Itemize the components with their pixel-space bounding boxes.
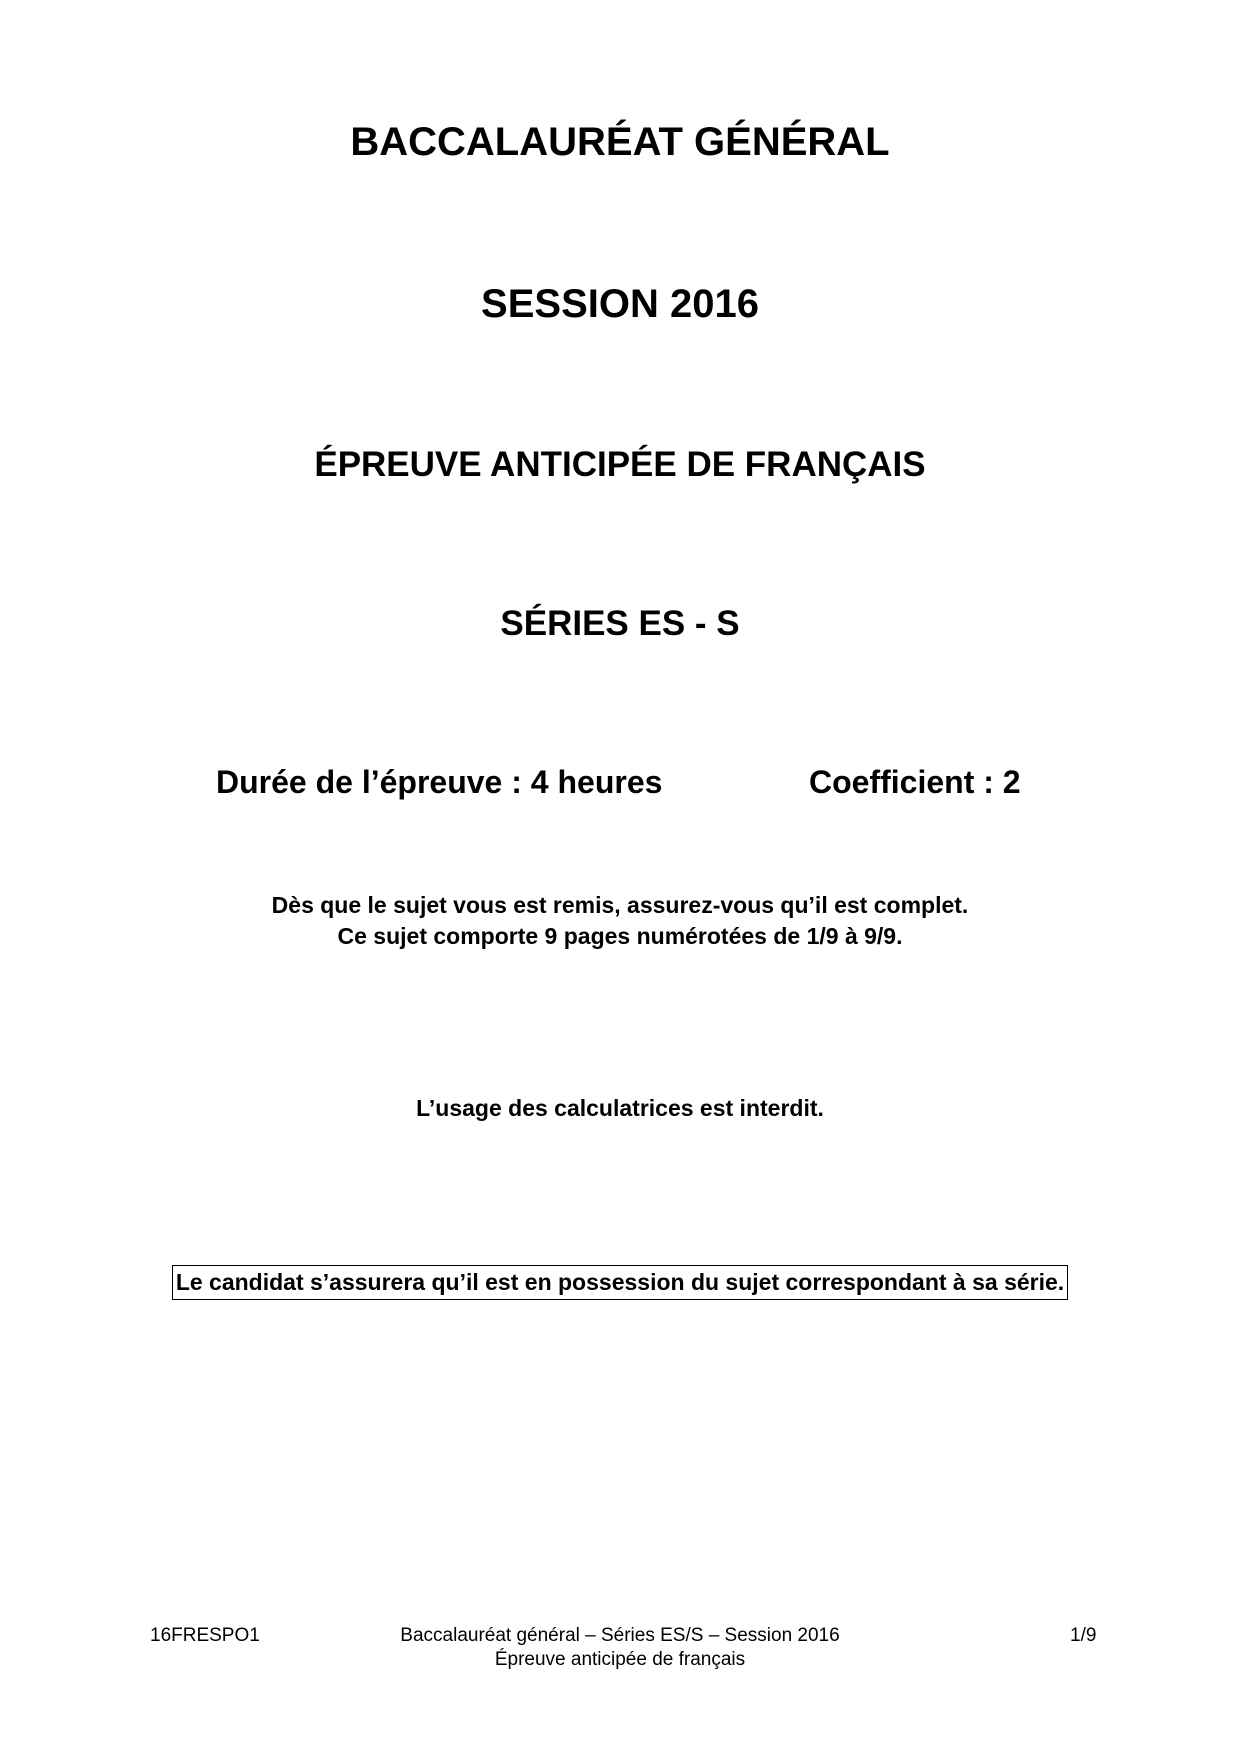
calculator-notice: L’usage des calculatrices est interdit.	[416, 1095, 824, 1121]
subject-code: 16FRESPO1	[150, 1625, 260, 1646]
footer-line-2: Épreuve anticipée de français	[494, 1649, 746, 1670]
page-count-notice: Ce sujet comporte 9 pages numérotées de 1/9 à 9/9.	[337, 923, 903, 949]
series-warning-box: Le candidat s’assurera qu’il est en possession du sujet correspondant à sa série.	[172, 1265, 1068, 1300]
page-number: 1/9	[1070, 1625, 1097, 1646]
footer-line-1: Baccalauréat général – Séries ES/S – Session 2016	[400, 1625, 840, 1646]
exam-title: BACCALAURÉAT GÉNÉRAL	[350, 120, 890, 164]
footer-center	[0, 1624, 1240, 1672]
duration-label: Durée de l’épreuve : 4 heures	[216, 764, 663, 800]
series-title: SÉRIES ES - S	[500, 604, 740, 643]
epreuve-title: ÉPREUVE ANTICIPÉE DE FRANÇAIS	[314, 445, 926, 484]
exam-info-row	[0, 761, 1240, 803]
completeness-notice: Dès que le sujet vous est remis, assurez-vous qu’il est complet.	[271, 892, 969, 918]
coefficient-label: Coefficient : 2	[809, 764, 1021, 800]
series-warning-wrapper	[0, 1265, 1240, 1300]
session-title: SESSION 2016	[481, 282, 759, 326]
